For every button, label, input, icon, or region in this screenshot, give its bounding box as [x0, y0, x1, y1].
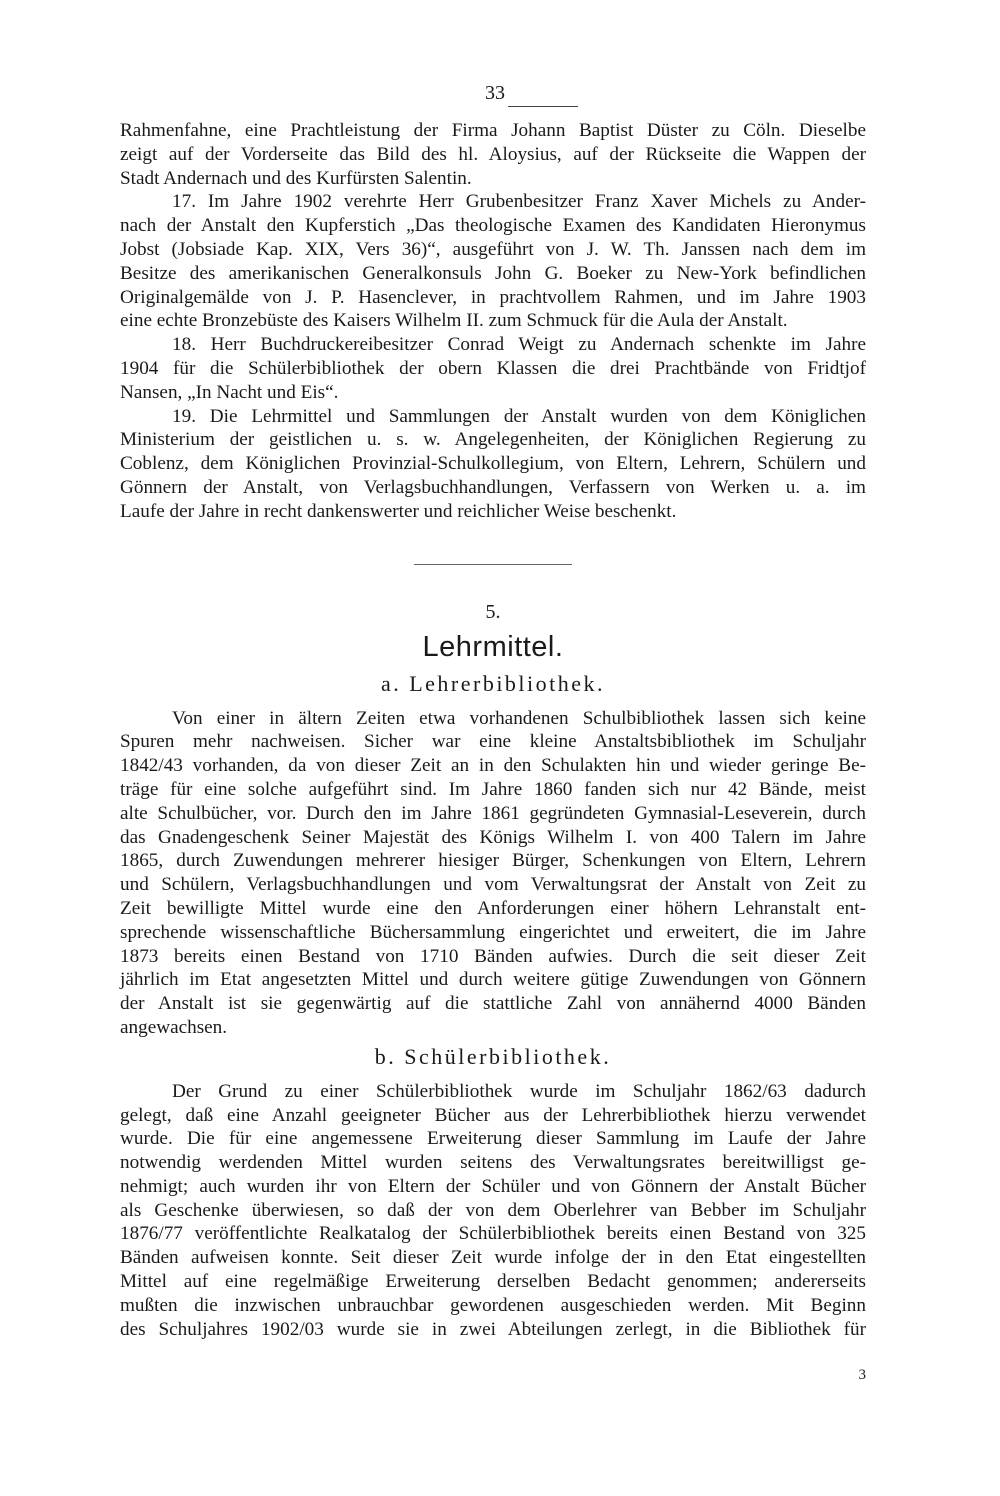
text-line: 1873 bereits einen Bestand von 1710 Bänden aufwies. Durch die seit dieser Zeit: [120, 945, 866, 967]
text-line: Coblenz, dem Königlichen Provinzial-Schulkollegium, von Eltern, Lehrern, Schülern und: [120, 453, 866, 475]
page-number: 33: [485, 82, 505, 104]
item-19-paragraph: [120, 405, 866, 524]
text-line: Zeit bewilligte Mittel wurde eine den Anforderungen einer höhern Lehranstalt ent-: [120, 897, 866, 919]
subsection-a-paragraph: [120, 707, 866, 1040]
text-line: angewachsen.: [120, 1016, 228, 1038]
text-line: Besitze des amerikanischen Generalkonsuls John G. Boeker zu New-York befindlichen: [120, 262, 866, 284]
text-line: nach der Anstalt den Kupferstich „Das theologische Examen des Kandidaten Hieronymus: [120, 215, 866, 237]
text-line: nehmigt; auch wurden ihr von Eltern der Schüler und von Gönnern der Anstalt Bücher: [120, 1175, 866, 1197]
text-line: 1842/43 vorhanden, da von dieser Zeit an in den Schulakten hin und wieder geringe Be-: [120, 755, 866, 777]
text-line: Gönnern der Anstalt, von Verlagsbuchhandlungen, Verfassern von Werken u. a. im: [120, 476, 866, 498]
page-number-rule: [508, 106, 578, 107]
text-line: mußten die inzwischen unbrauchbar gewordenen ausgeschieden werden. Mit Beginn: [120, 1294, 866, 1316]
text-line: eine echte Bronzebüste des Kaisers Wilhelm II. zum Schmuck für die Aula der Anstalt.: [120, 310, 788, 332]
printer-signature: 3: [858, 1367, 866, 1383]
section-divider: [414, 564, 572, 565]
text-line: 1876/77 veröffentlichte Realkatalog der Schülerbibliothek bereits einen Bestand von 325: [120, 1223, 866, 1245]
text-line: und Schülern, Verlagsbuchhandlungen und vom Verwaltungsrat der Anstalt von Zeit zu: [120, 874, 866, 896]
text-line: Der Grund zu einer Schülerbibliothek wurde im Schuljahr 1862/63 dadurch: [172, 1080, 866, 1102]
text-line: 19. Die Lehrmittel und Sammlungen der Anstalt wurden von dem Königlichen: [172, 405, 866, 427]
text-line: als Geschenke überwiesen, so daß der von dem Oberlehrer van Bebber im Schuljahr: [120, 1199, 866, 1221]
section-title: Lehrmittel.: [422, 630, 564, 663]
text-line: das Gnadengeschenk Seiner Majestät des Königs Wilhelm I. von 400 Talern im Jahre: [120, 826, 866, 848]
text-line: wurde. Die für eine angemessene Erweiterung dieser Sammlung im Laufe der Jahre: [120, 1128, 866, 1150]
text-line: Spuren mehr nachweisen. Sicher war eine kleine Anstaltsbibliothek im Schuljahr: [120, 731, 866, 753]
text-line: 1904 für die Schülerbibliothek der obern Klassen die drei Prachtbände von Fridtjof: [120, 357, 866, 379]
text-line: zeigt auf der Vorderseite das Bild des hl. Aloysius, auf der Rückseite die Wappen der: [120, 143, 866, 165]
text-line: Originalgemälde von J. P. Hasenclever, in prachtvollem Rahmen, und im Jahre 1903: [120, 286, 866, 308]
text-line: der Anstalt ist sie gegenwärtig auf die stattliche Zahl von annähernd 4000 Bänden: [120, 993, 866, 1015]
text-line: 18. Herr Buchdruckereibesitzer Conrad Weigt zu Andernach schenkte im Jahre: [172, 334, 866, 356]
text-line: 1865, durch Zuwendungen mehrerer hiesiger Bürger, Schenkungen von Eltern, Lehrern: [120, 850, 866, 872]
text-line: Von einer in ältern Zeiten etwa vorhandenen Schulbibliothek lassen sich keine: [172, 707, 866, 729]
item-18-paragraph: [120, 333, 866, 404]
text-line: alte Schulbücher, vor. Durch den im Jahre 1861 gegründeten Gymnasial-Leseverein, durch: [120, 802, 866, 824]
text-line: des Schuljahres 1902/03 wurde sie in zwei Abteilungen zerlegt, in die Bibliothek für: [120, 1318, 866, 1340]
text-line: 17. Im Jahre 1902 verehrte Herr Grubenbesitzer Franz Xaver Michels zu Ander-: [172, 191, 866, 213]
text-line: jährlich im Etat angesetzten Mittel und durch weitere gütige Zuwendungen von Gönnern: [120, 969, 866, 991]
subsection-a-title: a. Lehrerbibliothek.: [380, 670, 606, 696]
subsection-b-title: b. Schülerbibliothek.: [374, 1043, 612, 1069]
text-line: Ministerium der geistlichen u. s. w. Angelegenheiten, der Königlichen Regierung zu: [120, 429, 866, 451]
text-line: Nansen, „In Nacht und Eis“.: [120, 381, 339, 403]
text-line: Mittel auf eine regelmäßige Erweiterung derselben Bedacht genommen; andererseits: [120, 1271, 866, 1293]
subsection-b-paragraph: [120, 1080, 866, 1342]
text-line: Stadt Andernach und des Kurfürsten Salentin.: [120, 167, 472, 189]
text-line: träge für eine solche aufgeführt sind. Im Jahre 1860 fanden sich nur 42 Bände, meist: [120, 778, 866, 800]
text-line: Laufe der Jahre in recht dankenswerter und reichlicher Weise beschenkt.: [120, 500, 677, 522]
text-line: sprechende wissenschaftliche Büchersammlung eingerichtet und erweitert, die im Jahre: [120, 921, 866, 943]
text-line: notwendig werdenden Mittel wurden seitens des Verwaltungsrates bereitwilligst ge-: [120, 1152, 866, 1174]
text-line: gelegt, daß eine Anzahl geeigneter Bücher aus der Lehrerbibliothek hierzu verwendet: [120, 1104, 866, 1126]
item-17-paragraph: [120, 190, 866, 333]
text-line: Bänden aufweisen konnte. Seit dieser Zeit wurde infolge der in den Etat eingestellten: [120, 1247, 866, 1269]
intro-paragraph: [120, 119, 866, 190]
text-line: Jobst (Jobsiade Kap. XIX, Vers 36)“, ausgeführt von J. W. Th. Janssen nach dem im: [120, 238, 866, 260]
section-number: 5.: [485, 600, 501, 623]
text-line: Rahmenfahne, eine Prachtleistung der Firma Johann Baptist Düster zu Cöln. Dieselbe: [120, 120, 866, 141]
page-body: [120, 80, 866, 1341]
